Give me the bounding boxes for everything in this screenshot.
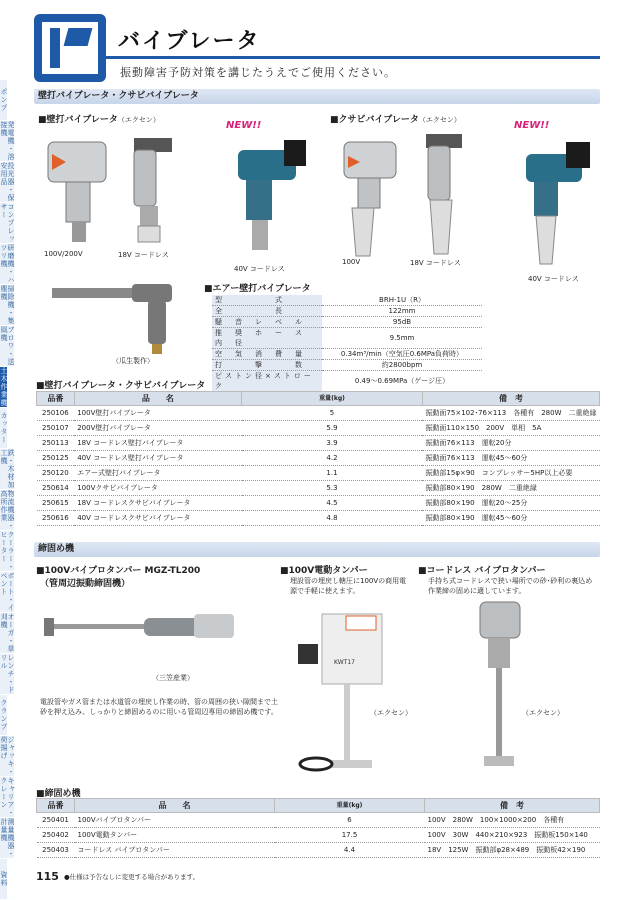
section-bar-compactor: 締固め機 [34,542,600,557]
air-label: ■エアー壁打バイブレータ [204,284,311,294]
page-title: バイブレータ [118,29,261,54]
air-maker: （瓜生製作） [112,357,154,365]
air-vibrator-image [42,276,192,356]
spec-value: 122mm [322,306,482,317]
mgz-image [44,600,244,660]
spec-row [212,306,482,317]
sidebar-item[interactable]: 投光器・保安用品 [0,162,15,202]
sidebar-item[interactable]: レンチ・ドリル [0,654,15,694]
table2-label: ■締固め機 [36,789,81,799]
cell-note: 振動部80×190 280W 二重絶縁 [422,481,599,496]
category-sidebar [0,80,26,887]
table-row [37,406,600,421]
caption-kusabi-40v: 40V コードレス [528,275,579,283]
cordless-maker: （エクセン） [522,709,564,717]
sidebar-item[interactable]: カッター [0,408,7,449]
cell-code: 250403 [37,843,75,858]
tamper-description: 埋設管の埋戻し轄圧に100Vの商用電源で手軽に使えます。 [290,577,407,595]
air-spec-table [212,295,482,392]
category-logo [34,14,106,82]
spec-value: 95dB [322,317,482,328]
cell-note: 振動部80×190 運転20〜25分 [422,496,599,511]
table-row [37,481,600,496]
table-row [37,436,600,451]
tamper-maker: （エクセン） [370,709,412,717]
table-row [37,828,600,843]
sidebar-item[interactable]: 資料 [0,859,7,900]
cell-code: 250125 [37,451,75,466]
cell-note: 100V 280W 100×1000×200 各種有 [425,813,600,828]
cell-name: 100Vクサビバイブレータ [74,481,241,496]
cell-name: 40V コードレスクサビバイブレータ [74,511,241,526]
cell-weight: 5.3 [242,481,423,496]
page-subtitle: 振動障害予防対策を講じたうえでご使用ください。 [120,66,396,79]
cell-code: 250615 [37,496,75,511]
spec-key: 騒 音 レ ベ ル [212,317,322,328]
kabe-vibrator-images [38,130,318,260]
sidebar-item[interactable]: 土木作業機 [0,367,8,407]
cell-name: 100V電動タンパー [75,828,275,843]
caption-40v: 40V コードレス [234,265,285,273]
spec-value: 0.49〜0.69MPa（ゲージ圧） [322,371,482,392]
cell-note: 100V 30W 440×210×923 振動板150×140 [425,828,600,843]
col-code: 品番 [37,799,75,813]
col-note: 備 考 [422,392,599,406]
mgz-description: 電設管やガス管または水道管の埋戻し作業の時、管の周囲の狭い隙間まで土砂を押え込み、しっかりと締固めるのに用いる管周辺専用の締固め機です。 [40,698,278,716]
title-underline [106,56,600,59]
spec-row [212,328,482,349]
cell-weight: 4.5 [242,496,423,511]
spec-row [212,317,482,328]
cell-name: 18V コードレスクサビバイブレータ [74,496,241,511]
spec-value: 9.5mm [322,328,482,349]
cell-code: 250106 [37,406,75,421]
spec-key: 推 奨 ホ ー ス 内 径 [212,328,322,349]
col-weight: 重量(kg) [242,392,423,406]
cell-weight: 5 [242,406,423,421]
table-row [37,421,600,436]
cell-note: 振動面76×113 運転20分 [422,436,599,451]
tamper-image [296,604,396,774]
vibrator-product-table [36,391,600,526]
table-row [37,843,600,858]
sidebar-item[interactable]: ポンプ [0,80,7,121]
sidebar-item[interactable]: ジャッキ・荷揚げ [0,736,15,776]
kusabi-vibrator-images [330,128,600,268]
cell-code: 250402 [37,828,75,843]
cell-name: 100Vバイブロタンパー [75,813,275,828]
footnote: ●仕様は予告なしに変更する場合があります。 [64,873,200,881]
new-badge: NEW!! [514,120,550,131]
cell-code: 250401 [37,813,75,828]
tamper-label: ■100V電動タンパー [280,566,368,576]
caption-kusabi-18v: 18V コードレス [410,259,461,267]
spec-row [212,360,482,371]
cell-note: 振動面75×102･76×113 各種有 280W 二重絶縁 [422,406,599,421]
table-row [37,496,600,511]
spec-key: 型 式 [212,295,322,306]
table-row [37,451,600,466]
spec-key: ピストン径×ストローク [212,371,322,392]
sidebar-item[interactable]: 発電機・溶接機 [0,121,15,161]
cell-weight: 17.5 [275,828,425,843]
mgz-sub: （管周辺振動締固機） [40,579,131,589]
sidebar-item[interactable]: オーガ・草刈機 [0,613,15,653]
kwt-model: KWT17 [334,659,355,666]
spec-value: BRH-1U（R） [322,295,482,306]
cell-name: 200V壁打バイブレータ [74,421,241,436]
cell-weight: 6 [275,813,425,828]
table1-label: ■壁打バイブレータ・クサビバイブレータ [36,381,206,391]
cell-weight: 4.8 [242,511,423,526]
sidebar-item[interactable]: ブロワ・送風機 [0,326,15,366]
sidebar-item[interactable]: 鉄・木材加工機 [0,449,15,489]
cell-note: 振動面110×150 200V 単相 5A [422,421,599,436]
col-code: 品番 [37,392,75,406]
spec-row [212,371,482,392]
mgz-maker: （三笠産業） [152,674,194,682]
spec-row [212,349,482,360]
cordless-tamper-label: ■コードレス バイブロタンパー [418,566,546,576]
sidebar-item[interactable]: 研磨機・ハツリ機 [0,244,15,284]
compactor-product-table [36,798,600,858]
sidebar-item[interactable]: 掃除機・集塵機 [0,285,15,325]
col-weight: 重量(kg) [275,799,425,813]
cell-name: 18V コードレス壁打バイブレータ [74,436,241,451]
cell-note: 振動部80×190 運転45〜60分 [422,511,599,526]
cell-note: 振動部15φ×90 コンプレッサー5HP以上必要 [422,466,599,481]
cell-weight: 4.4 [275,843,425,858]
sidebar-item[interactable]: キャリア・クレーン [0,777,15,817]
kusabi-label: ■クサビバイブレータ（エクセン） [330,115,461,125]
sidebar-item[interactable]: ボート・イベント [0,572,15,612]
spec-key: 打 撃 数 [212,360,322,371]
sidebar-item[interactable]: コンプレッサー [0,203,15,243]
cell-weight: 5.9 [242,421,423,436]
cell-weight: 3.9 [242,436,423,451]
col-name: 品 名 [75,799,275,813]
sidebar-item[interactable]: クーラー・ヒーター [0,531,15,571]
page-number: 115 [36,870,59,883]
caption-kusabi-100v: 100V [342,258,361,266]
col-name: 品 名 [74,392,241,406]
cell-code: 250120 [37,466,75,481]
section-bar-vibrator: 壁打バイブレータ・クサビバイブレータ [34,89,600,104]
spec-value: 0.34m³/min（空気圧0.6MPa負荷時） [322,349,482,360]
sidebar-item[interactable]: クランプ [0,695,7,736]
cell-code: 250113 [37,436,75,451]
cell-weight: 4.2 [242,451,423,466]
cell-code: 250107 [37,421,75,436]
sidebar-item[interactable]: 測量機器・計量機 [0,818,15,858]
caption-100v200v: 100V/200V [44,250,83,258]
table-row [37,511,600,526]
col-note: 備 考 [425,799,600,813]
table-row [37,466,600,481]
cell-name: エアー式壁打バイブレータ [74,466,241,481]
spec-row [212,295,482,306]
cell-code: 250616 [37,511,75,526]
cell-name: コードレス バイブロタンパー [75,843,275,858]
cell-name: 40V コードレス壁打バイブレータ [74,451,241,466]
new-badge: NEW!! [226,120,262,131]
cell-note: 振動面76×113 運転45〜60分 [422,451,599,466]
mgz-label: ■100Vバイブロタンパー MGZ-TL200 [36,566,201,576]
table-row [37,813,600,828]
cell-weight: 1.1 [242,466,423,481]
caption-18v: 18V コードレス [118,251,169,259]
spec-value: 約2800bpm [322,360,482,371]
cell-code: 250614 [37,481,75,496]
cell-note: 18V 125W 振動部φ28×489 振動板42×190 [425,843,600,858]
kabe-label: ■壁打バイブレータ（エクセン） [38,115,160,125]
cordless-tamper-image [470,600,530,780]
spec-key: 空 気 消 費 量 [212,349,322,360]
cell-name: 100V壁打バイブレータ [74,406,241,421]
cordless-description: 手持ち式コードレスで狭い場所での砂･砂利の裏込め作業締の固めに適しています。 [428,577,593,595]
spec-key: 全 長 [212,306,322,317]
sidebar-item[interactable]: 物流機器・高所作業 [0,490,15,530]
